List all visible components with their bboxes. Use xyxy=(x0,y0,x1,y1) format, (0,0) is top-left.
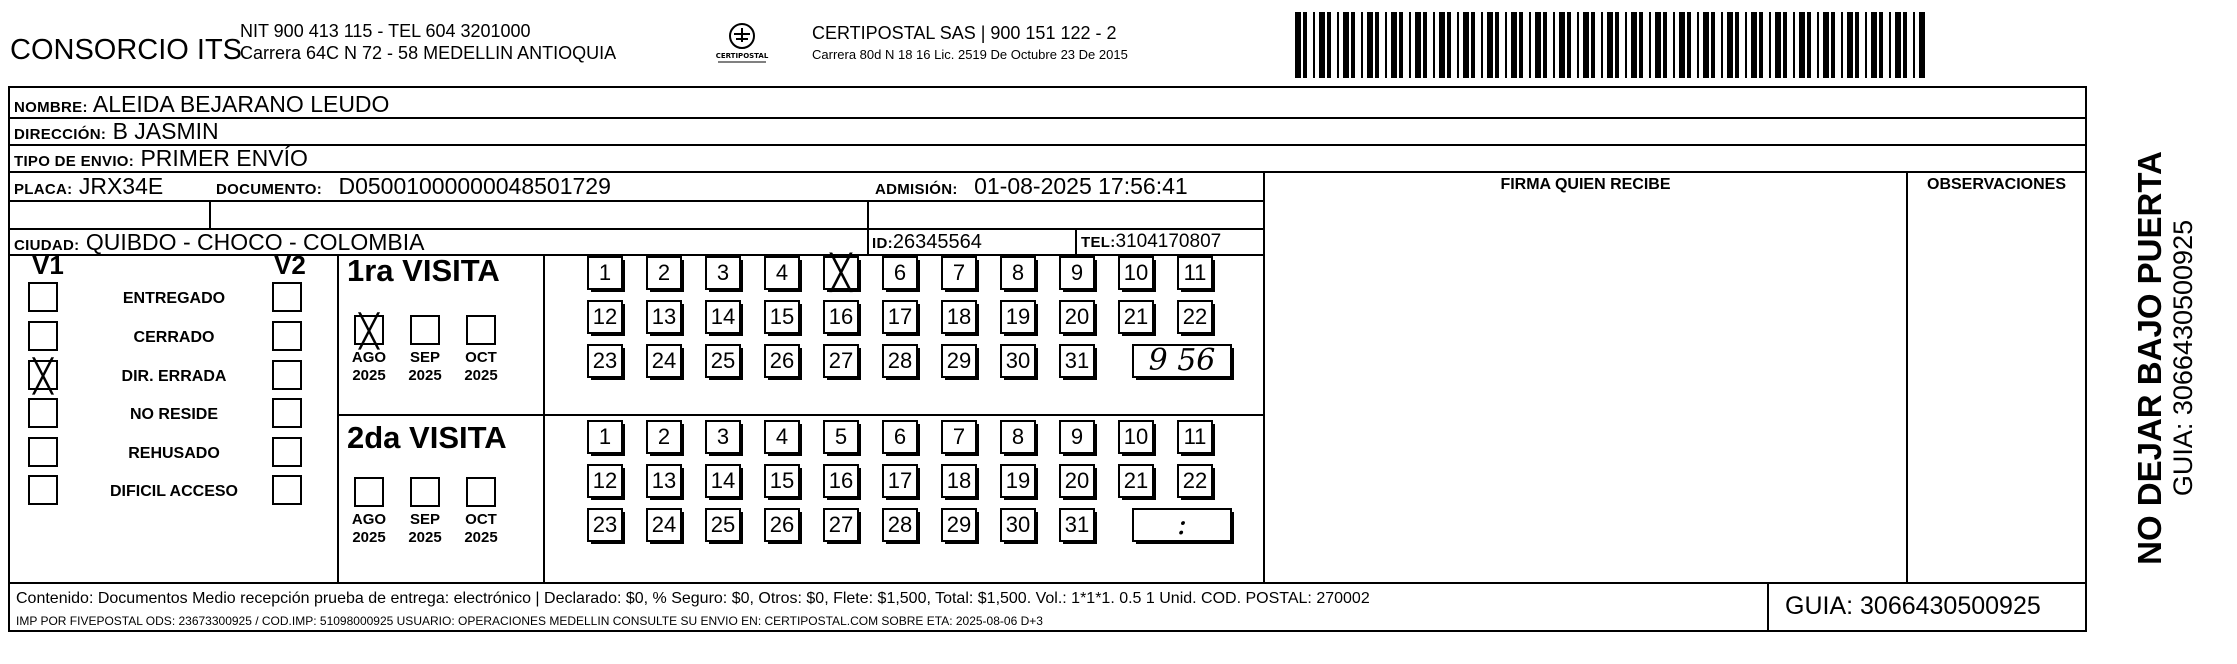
barcode-bar xyxy=(1775,12,1781,78)
barcode-bar xyxy=(1817,12,1819,78)
company-name: CONSORCIO ITS xyxy=(10,34,243,66)
day-box[interactable]: 20 xyxy=(1059,300,1095,334)
month-year: 2025 xyxy=(464,529,498,546)
barcode-bar xyxy=(1319,12,1325,78)
month-name: OCT xyxy=(465,511,497,528)
day-box[interactable]: 31 xyxy=(1059,344,1095,378)
barcode-bar xyxy=(1721,12,1723,78)
barcode-bar xyxy=(1841,12,1843,78)
day-box[interactable]: 29 xyxy=(941,508,977,542)
day-box[interactable]: 28 xyxy=(882,508,918,542)
day-box[interactable]: 10 xyxy=(1118,256,1154,290)
barcode-bar xyxy=(1495,12,1499,78)
day-box[interactable]: 3 xyxy=(705,420,741,454)
barcode-bar xyxy=(1735,12,1739,78)
day-box[interactable]: 19 xyxy=(1000,464,1036,498)
tel-row xyxy=(1081,229,1221,256)
day-box[interactable]: 24 xyxy=(646,508,682,542)
document-row xyxy=(216,173,611,203)
barcode-bar xyxy=(1351,12,1355,78)
tel-value: 3104170807 xyxy=(1115,231,1222,252)
delivery-form xyxy=(8,86,2087,632)
barcode-bar xyxy=(1409,12,1411,78)
day-box[interactable]: 23 xyxy=(587,344,623,378)
barcode-bar xyxy=(1919,12,1925,78)
day-box[interactable]: 5 xyxy=(823,420,859,454)
barcode-bar xyxy=(1481,12,1483,78)
barcode-bar xyxy=(1447,12,1451,78)
day-box[interactable]: 11 xyxy=(1177,256,1213,290)
day-box[interactable]: 13 xyxy=(646,300,682,334)
barcode-bar xyxy=(1649,12,1651,78)
barcode-bar xyxy=(1799,12,1805,78)
barcode-bar xyxy=(1895,12,1901,78)
recipient-name: ALEIDA BEJARANO LEUDO xyxy=(92,91,390,117)
day-box[interactable]: 6 xyxy=(882,420,918,454)
month-label xyxy=(456,349,506,385)
barcode-bar xyxy=(1639,12,1643,78)
status-label: CERRADO xyxy=(133,329,215,346)
barcode-bar xyxy=(1697,12,1699,78)
barcode-bar xyxy=(1337,12,1339,78)
status-label: NO RESIDE xyxy=(129,406,218,423)
day-box[interactable]: 27 xyxy=(823,344,859,378)
status-v2-checkbox[interactable] xyxy=(272,398,302,428)
day-box[interactable]: 4 xyxy=(764,420,800,454)
month-year: 2025 xyxy=(352,529,386,546)
month-label xyxy=(344,511,394,547)
admission-value: 01-08-2025 17:56:41 xyxy=(974,173,1188,199)
barcode xyxy=(1295,12,1931,78)
city-value: QUIBDO - CHOCO - COLOMBIA xyxy=(85,229,425,255)
day-box[interactable]: 19 xyxy=(1000,300,1036,334)
barcode-bar xyxy=(1399,12,1403,78)
courier-name: CERTIPOSTAL SAS | 900 151 122 - 2 xyxy=(812,23,1117,43)
barcode-bar xyxy=(1871,12,1877,78)
id-row xyxy=(872,229,982,257)
day-box[interactable] xyxy=(823,253,859,293)
day-box[interactable]: 27 xyxy=(823,508,859,542)
day-box[interactable]: 12 xyxy=(587,300,623,334)
day-box[interactable]: 1 xyxy=(587,420,623,454)
day-box[interactable]: 7 xyxy=(941,256,977,290)
v2-header: V2 xyxy=(274,250,306,280)
day-box[interactable]: 29 xyxy=(941,344,977,378)
city-label: CIUDAD: xyxy=(14,237,80,254)
barcode-bar xyxy=(1385,12,1387,78)
barcode-bar xyxy=(1433,12,1435,78)
day-box[interactable]: 12 xyxy=(587,464,623,498)
day-box[interactable]: 20 xyxy=(1059,464,1095,498)
day-box[interactable]: 18 xyxy=(941,464,977,498)
day-box[interactable]: 28 xyxy=(882,344,918,378)
admission-label: ADMISIÓN: xyxy=(875,181,958,198)
barcode-bar xyxy=(1879,12,1883,78)
barcode-bar xyxy=(1487,12,1493,78)
svg-text:CERTIPOSTAL: CERTIPOSTAL xyxy=(715,52,769,60)
recipient-address-label: DIRECCIÓN: xyxy=(14,126,107,143)
status-label: DIR. ERRADA xyxy=(121,368,227,385)
barcode-bar xyxy=(1631,12,1637,78)
time-field[interactable]: : xyxy=(1132,508,1232,542)
month-checkbox[interactable] xyxy=(410,477,440,507)
month-name: OCT xyxy=(465,349,497,366)
plate-label: PLACA: xyxy=(14,181,73,198)
courier-address: Carrera 80d N 18 16 Lic. 2519 De Octubre 23 De 2015 xyxy=(812,47,1128,62)
shipment-type-label: TIPO DE ENVIO: xyxy=(14,153,135,170)
month-checkbox[interactable] xyxy=(354,477,384,507)
document-label: DOCUMENTO: xyxy=(216,181,323,198)
month-year: 2025 xyxy=(352,367,386,384)
barcode-bar xyxy=(1577,12,1579,78)
v1-header: V1 xyxy=(32,250,64,280)
day-box[interactable]: 25 xyxy=(705,344,741,378)
barcode-bar xyxy=(1615,12,1619,78)
recipient-name-label: NOMBRE: xyxy=(14,99,88,116)
barcode-bar xyxy=(1913,12,1915,78)
day-box[interactable]: 9 xyxy=(1059,420,1095,454)
day-box[interactable]: 25 xyxy=(705,508,741,542)
day-box[interactable]: 22 xyxy=(1177,464,1213,498)
day-box[interactable]: 6 xyxy=(882,256,918,290)
day-box[interactable]: 13 xyxy=(646,464,682,498)
barcode-bar xyxy=(1457,12,1459,78)
barcode-bar xyxy=(1343,12,1349,78)
status-label: ENTREGADO xyxy=(122,290,226,307)
certipostal-logo xyxy=(712,20,772,66)
barcode-bar xyxy=(1591,12,1595,78)
company-nit-tel: NIT 900 413 115 - TEL 604 3201000 xyxy=(240,21,531,41)
status-v1-checkbox[interactable] xyxy=(28,282,58,312)
day-box[interactable]: 26 xyxy=(764,344,800,378)
status-label: REHUSADO xyxy=(128,445,220,462)
day-box[interactable]: 30 xyxy=(1000,344,1036,378)
barcode-bar xyxy=(1543,12,1547,78)
day-box[interactable]: 15 xyxy=(764,300,800,334)
barcode-bar xyxy=(1663,12,1667,78)
month-checkbox[interactable] xyxy=(466,315,496,345)
id-label: ID: xyxy=(872,235,893,252)
month-checkbox[interactable] xyxy=(410,315,440,345)
barcode-bar xyxy=(1391,12,1397,78)
id-value: 26345564 xyxy=(892,231,982,253)
barcode-bar xyxy=(1865,12,1867,78)
barcode-bar xyxy=(1529,12,1531,78)
day-box[interactable]: 1 xyxy=(587,256,623,290)
day-box[interactable]: 26 xyxy=(764,508,800,542)
day-box[interactable]: 9 xyxy=(1059,256,1095,290)
barcode-bar xyxy=(1711,12,1715,78)
plate-value: JRX34E xyxy=(78,173,164,199)
side-notice xyxy=(2095,86,2235,632)
courier-info xyxy=(812,22,1128,66)
barcode-bar xyxy=(1313,12,1315,78)
month-label xyxy=(344,349,394,385)
day-box[interactable]: 30 xyxy=(1000,508,1036,542)
month-checkbox[interactable] xyxy=(466,477,496,507)
status-v2-checkbox[interactable] xyxy=(272,360,302,390)
barcode-bar xyxy=(1673,12,1675,78)
barcode-bar xyxy=(1703,12,1709,78)
day-box[interactable]: 11 xyxy=(1177,420,1213,454)
status-v2-checkbox[interactable] xyxy=(272,282,302,312)
barcode-bar xyxy=(1327,12,1331,78)
barcode-bar xyxy=(1903,12,1907,78)
day-box[interactable]: 8 xyxy=(1000,420,1036,454)
barcode-bar xyxy=(1295,12,1301,78)
barcode-bar xyxy=(1793,12,1795,78)
month-name: AGO xyxy=(351,511,387,528)
status-v2-checkbox[interactable] xyxy=(272,475,302,505)
day-box[interactable]: 22 xyxy=(1177,300,1213,334)
barcode-bar xyxy=(1831,12,1835,78)
day-box[interactable]: 10 xyxy=(1118,420,1154,454)
barcode-bar xyxy=(1783,12,1787,78)
day-box[interactable]: 14 xyxy=(705,464,741,498)
company-info xyxy=(240,20,616,64)
status-v1-checkbox[interactable] xyxy=(28,357,58,395)
day-box[interactable]: 15 xyxy=(764,464,800,498)
recipient-address: B JASMIN xyxy=(112,118,219,144)
barcode-bar xyxy=(1655,12,1661,78)
month-year: 2025 xyxy=(464,367,498,384)
day-box[interactable]: 4 xyxy=(764,256,800,290)
barcode-bar xyxy=(1745,12,1747,78)
barcode-bar xyxy=(1439,12,1445,78)
company-address: Carrera 64C N 72 - 58 MEDELLIN ANTIOQUIA xyxy=(240,43,617,63)
barcode-bar xyxy=(1607,12,1613,78)
barcode-bar xyxy=(1759,12,1763,78)
status-v1-checkbox[interactable] xyxy=(28,321,58,351)
visit1-title: 1ra VISITA xyxy=(347,253,500,288)
barcode-bar xyxy=(1511,12,1517,78)
day-box[interactable]: 24 xyxy=(646,344,682,378)
x-mark: ╳ xyxy=(33,357,53,395)
shipment-type: PRIMER ENVÍO xyxy=(140,145,308,171)
barcode-bar xyxy=(1679,12,1685,78)
barcode-bar xyxy=(1625,12,1627,78)
barcode-bar xyxy=(1423,12,1427,78)
day-box[interactable]: 21 xyxy=(1118,464,1154,498)
status-v1-checkbox[interactable] xyxy=(28,398,58,428)
plate-row xyxy=(14,173,163,203)
barcode-bar xyxy=(1367,12,1373,78)
barcode-bar xyxy=(1415,12,1421,78)
barcode-bar xyxy=(1559,12,1565,78)
barcode-bar xyxy=(1687,12,1691,78)
barcode-bar xyxy=(1303,12,1307,78)
month-year: 2025 xyxy=(408,529,442,546)
day-box[interactable]: 14 xyxy=(705,300,741,334)
day-box[interactable]: 16 xyxy=(823,300,859,334)
barcode-bar xyxy=(1889,12,1891,78)
month-label xyxy=(400,349,450,385)
guia-number: GUIA: 3066430500925 xyxy=(1785,592,2041,620)
barcode-bar xyxy=(1535,12,1541,78)
month-checkbox[interactable] xyxy=(354,312,384,350)
barcode-bar xyxy=(1361,12,1363,78)
month-name: AGO xyxy=(351,349,387,366)
shipment-type-row xyxy=(14,145,308,175)
status-v1-checkbox[interactable] xyxy=(28,437,58,467)
day-box[interactable]: 17 xyxy=(882,464,918,498)
visit2-title: 2da VISITA xyxy=(347,420,507,455)
month-label xyxy=(400,511,450,547)
barcode-bar xyxy=(1519,12,1523,78)
barcode-bar xyxy=(1505,12,1507,78)
day-box[interactable]: 18 xyxy=(941,300,977,334)
barcode-bar xyxy=(1471,12,1475,78)
barcode-bar xyxy=(1567,12,1571,78)
day-box[interactable]: 3 xyxy=(705,256,741,290)
month-name: SEP xyxy=(409,511,440,528)
day-box[interactable]: 16 xyxy=(823,464,859,498)
status-v2-checkbox[interactable] xyxy=(272,321,302,351)
barcode-bar xyxy=(1769,12,1771,78)
document-value: D05001000000048501729 xyxy=(338,173,611,199)
content-summary: Contenido: Documentos Medio recepción prueba de entrega: electrónico | Declarado: $0, % Seguro: $0, Otros: $0, Flete: $1,500, Total: $1,500. Vol.: 1*1*1. 0.5 1 Unid. COD. POSTAL: 270002 xyxy=(16,590,1370,607)
recipient-address-row xyxy=(14,118,219,148)
day-box[interactable]: 8 xyxy=(1000,256,1036,290)
day-box[interactable]: 23 xyxy=(587,508,623,542)
day-box[interactable]: 21 xyxy=(1118,300,1154,334)
day-box[interactable]: 7 xyxy=(941,420,977,454)
month-year: 2025 xyxy=(408,367,442,384)
day-box[interactable]: 2 xyxy=(646,420,682,454)
side-guia-number: GUIA: 3066430500925 xyxy=(2168,219,2198,497)
no-under-door-notice: NO DEJAR BAJO PUERTA xyxy=(2131,151,2168,565)
recipient-name-row xyxy=(14,91,389,121)
observations-header: OBSERVACIONES xyxy=(1927,176,2066,193)
barcode-bar xyxy=(1751,12,1757,78)
barcode-bar xyxy=(1807,12,1811,78)
barcode-bar xyxy=(1553,12,1555,78)
barcode-bar xyxy=(1601,12,1603,78)
status-v2-checkbox[interactable] xyxy=(272,437,302,467)
barcode-bar xyxy=(1583,12,1589,78)
barcode-bar xyxy=(1463,12,1469,78)
status-v1-checkbox[interactable] xyxy=(28,475,58,505)
day-box[interactable]: 17 xyxy=(882,300,918,334)
x-mark: ╳ xyxy=(359,312,379,350)
tel-label: TEL: xyxy=(1081,234,1116,251)
month-label xyxy=(456,511,506,547)
barcode-bar xyxy=(1727,12,1733,78)
signature-header: FIRMA QUIEN RECIBE xyxy=(1500,176,1671,193)
day-box[interactable]: 2 xyxy=(646,256,682,290)
barcode-bar xyxy=(1375,12,1379,78)
admission-row xyxy=(875,173,1188,203)
barcode-bar xyxy=(1847,12,1853,78)
day-box[interactable]: 31 xyxy=(1059,508,1095,542)
status-label: DIFICIL ACCESO xyxy=(109,483,238,500)
time-field[interactable]: 9 56 xyxy=(1132,344,1232,378)
barcode-bar xyxy=(1855,12,1859,78)
x-mark: ╳ xyxy=(830,253,852,293)
barcode-bar xyxy=(1823,12,1829,78)
print-info: IMP POR FIVEPOSTAL ODS: 23673300925 / COD.IMP: 51098000925 USUARIO: OPERACIONES MEDELLIN CONSULTE SU ENVIO EN: CERTIPOSTAL.COM SOBRE ETA: 2025-08-06 D+3 xyxy=(16,614,1043,628)
month-name: SEP xyxy=(409,349,440,366)
